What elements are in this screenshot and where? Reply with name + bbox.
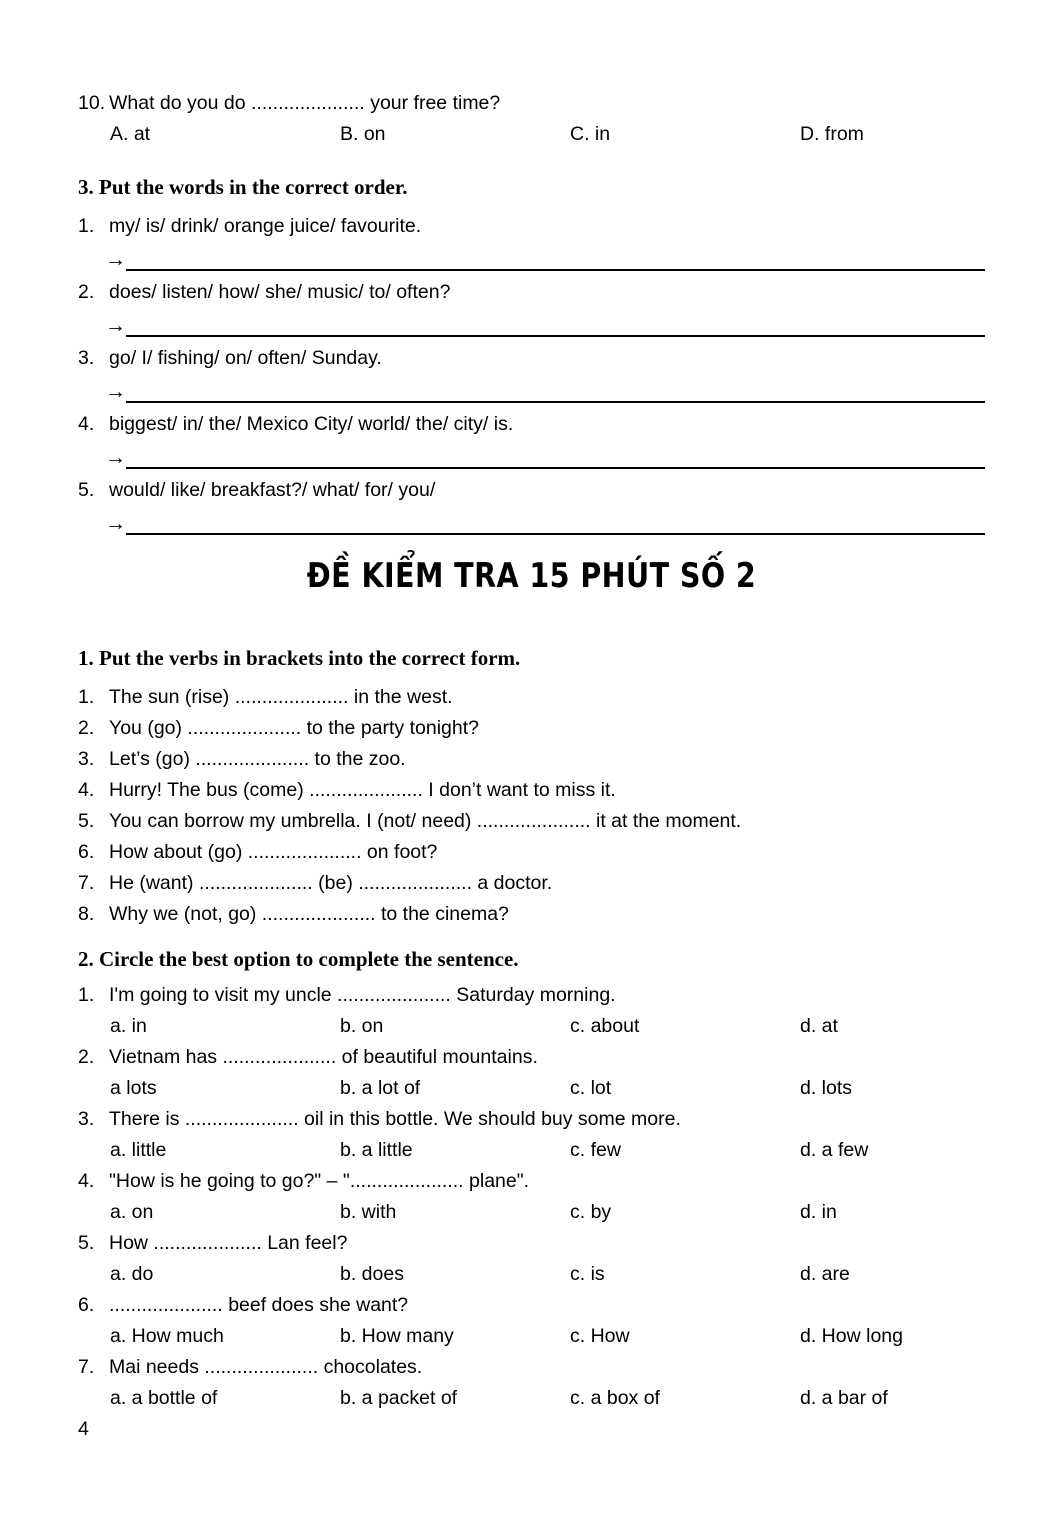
option-c: c. by [570, 1201, 612, 1223]
option-c: c. How [570, 1325, 630, 1347]
question-text: You can borrow my umbrella. I (not/ need) ..................... it at the moment. [109, 810, 742, 832]
section-heading: 2. Circle the best option to complete the sentence. [78, 947, 519, 971]
question-row [78, 408, 986, 441]
question-text: biggest/ in/ the/ Mexico City/ world/ the/ city/ is. [109, 413, 514, 435]
circle-list [78, 980, 986, 1414]
question-text: "How is he going to go?" – "..................... plane". [109, 1170, 530, 1192]
question-row [78, 1290, 986, 1321]
section-heading: 1. Put the verbs in brackets into the correct form. [78, 646, 521, 670]
question-number: 8. [78, 903, 95, 925]
option-d: d. a few [800, 1139, 869, 1161]
question-row [78, 276, 986, 309]
options-row [78, 119, 986, 150]
question-text: Vietnam has ..................... of beautiful mountains. [109, 1046, 538, 1068]
question-row [78, 713, 986, 744]
question-row [78, 980, 986, 1011]
question-row [78, 210, 986, 243]
answer-row [105, 441, 985, 474]
options-row [78, 1073, 986, 1104]
question-row [78, 806, 986, 837]
option-a: a. How much [110, 1325, 224, 1347]
question-row [78, 899, 986, 930]
section-heading: 3. Put the words in the correct order. [78, 175, 408, 199]
arrow-right-icon: → [105, 248, 126, 271]
option-b: b. a lot of [340, 1077, 421, 1099]
arrow-right-icon: → [105, 314, 126, 337]
question-number: 6. [78, 1294, 95, 1316]
question-row [78, 1166, 986, 1197]
question-number: 4. [78, 1170, 95, 1192]
question-number: 7. [78, 872, 95, 894]
question-row [78, 1228, 986, 1259]
question-text: Hurry! The bus (come) ..................... I don’t want to miss it. [109, 779, 616, 801]
answer-line [126, 269, 985, 271]
question-number: 2. [78, 281, 95, 303]
question-row [78, 775, 986, 806]
arrow-right-icon: → [105, 446, 126, 469]
question-text: Mai needs ..................... chocolates. [109, 1356, 423, 1378]
question-row [78, 1104, 986, 1135]
answer-line [126, 533, 985, 535]
option-a: a. on [110, 1201, 154, 1223]
question-row [78, 744, 986, 775]
question-row [78, 868, 986, 899]
question-text: my/ is/ drink/ orange juice/ favourite. [109, 215, 422, 237]
question-number: 5. [78, 810, 95, 832]
question-text: ..................... beef does she want? [109, 1294, 409, 1316]
question-text: does/ listen/ how/ she/ music/ to/ often? [109, 281, 451, 303]
option-b: B. on [340, 123, 386, 145]
question-row [78, 474, 986, 507]
answer-row [105, 309, 985, 342]
question-text: How .................... Lan feel? [109, 1232, 348, 1254]
question-number: 1. [78, 686, 95, 708]
page-number: 4 [78, 1418, 89, 1440]
answer-line [126, 335, 985, 337]
option-a: a lots [110, 1077, 157, 1099]
exam-title-text: ĐỀ KIỂM TRA 15 PHÚT SỐ 2 [307, 556, 757, 596]
option-b: b. does [340, 1263, 404, 1285]
option-a: a. in [110, 1015, 147, 1037]
options-row [78, 1135, 986, 1166]
options-row [78, 1011, 986, 1042]
option-a: a. a bottle of [110, 1387, 218, 1409]
question-number: 3. [78, 347, 95, 369]
arrow-right-icon: → [105, 380, 126, 403]
word-order-list [78, 210, 986, 540]
question-number: 6. [78, 841, 95, 863]
question-text: There is ..................... oil in this bottle. We should buy some more. [109, 1108, 681, 1130]
option-d: d. at [800, 1015, 838, 1037]
question-number: 4. [78, 413, 95, 435]
question-text: I'm going to visit my uncle ..................... Saturday morning. [109, 984, 616, 1006]
question-text: go/ I/ fishing/ on/ often/ Sunday. [109, 347, 382, 369]
answer-row [105, 375, 985, 408]
option-a: A. at [110, 123, 151, 145]
option-a: a. little [110, 1139, 167, 1161]
question-number: 3. [78, 748, 95, 770]
question-number: 10. [78, 92, 106, 114]
question-text: The sun (rise) ..................... in the west. [109, 686, 453, 708]
option-b: b. on [340, 1015, 384, 1037]
question-number: 3. [78, 1108, 95, 1130]
question-row [78, 1042, 986, 1073]
question-text: You (go) ..................... to the party tonight? [109, 717, 479, 739]
question-text: How about (go) ..................... on foot? [109, 841, 438, 863]
options-row [78, 1197, 986, 1228]
option-d: d. How long [800, 1325, 903, 1347]
question-row [78, 682, 986, 713]
option-a: a. do [110, 1263, 154, 1285]
option-c: c. is [570, 1263, 605, 1285]
option-b: b. a packet of [340, 1387, 458, 1409]
option-b: b. a little [340, 1139, 413, 1161]
question-text: would/ like/ breakfast?/ what/ for/ you/ [109, 479, 436, 501]
option-c: c. about [570, 1015, 640, 1037]
question-number: 1. [78, 215, 95, 237]
option-b: b. with [340, 1201, 397, 1223]
question-text: He (want) ..................... (be) ..................... a doctor. [109, 872, 553, 894]
options-row [78, 1321, 986, 1352]
answer-row [105, 243, 985, 276]
exam-title [78, 554, 986, 603]
option-b: b. How many [340, 1325, 454, 1347]
question-number: 1. [78, 984, 95, 1006]
answer-line [126, 467, 985, 469]
question-row [78, 342, 986, 375]
option-d: d. in [800, 1201, 837, 1223]
arrow-right-icon: → [105, 512, 126, 535]
options-row [78, 1259, 986, 1290]
question-row [78, 837, 986, 868]
option-d: d. a bar of [800, 1387, 888, 1409]
question-number: 2. [78, 717, 95, 739]
question-number: 5. [78, 479, 95, 501]
question-number: 2. [78, 1046, 95, 1068]
answer-row [105, 507, 985, 540]
question-text: Let’s (go) ..................... to the zoo. [109, 748, 406, 770]
answer-line [126, 401, 985, 403]
question-text: Why we (not, go) ..................... to the cinema? [109, 903, 509, 925]
question-number: 7. [78, 1356, 95, 1378]
question-number: 5. [78, 1232, 95, 1254]
question-row [78, 88, 986, 119]
option-c: c. few [570, 1139, 621, 1161]
option-c: C. in [570, 123, 611, 145]
option-c: c. a box of [570, 1387, 660, 1409]
options-row [78, 1383, 986, 1414]
question-text: What do you do ..................... your free time? [109, 92, 501, 114]
option-d: d. lots [800, 1077, 853, 1099]
question-row [78, 1352, 986, 1383]
option-c: c. lot [570, 1077, 612, 1099]
question-number: 4. [78, 779, 95, 801]
option-d: d. are [800, 1263, 850, 1285]
option-d: D. from [800, 123, 864, 145]
verbs-list [78, 682, 986, 930]
